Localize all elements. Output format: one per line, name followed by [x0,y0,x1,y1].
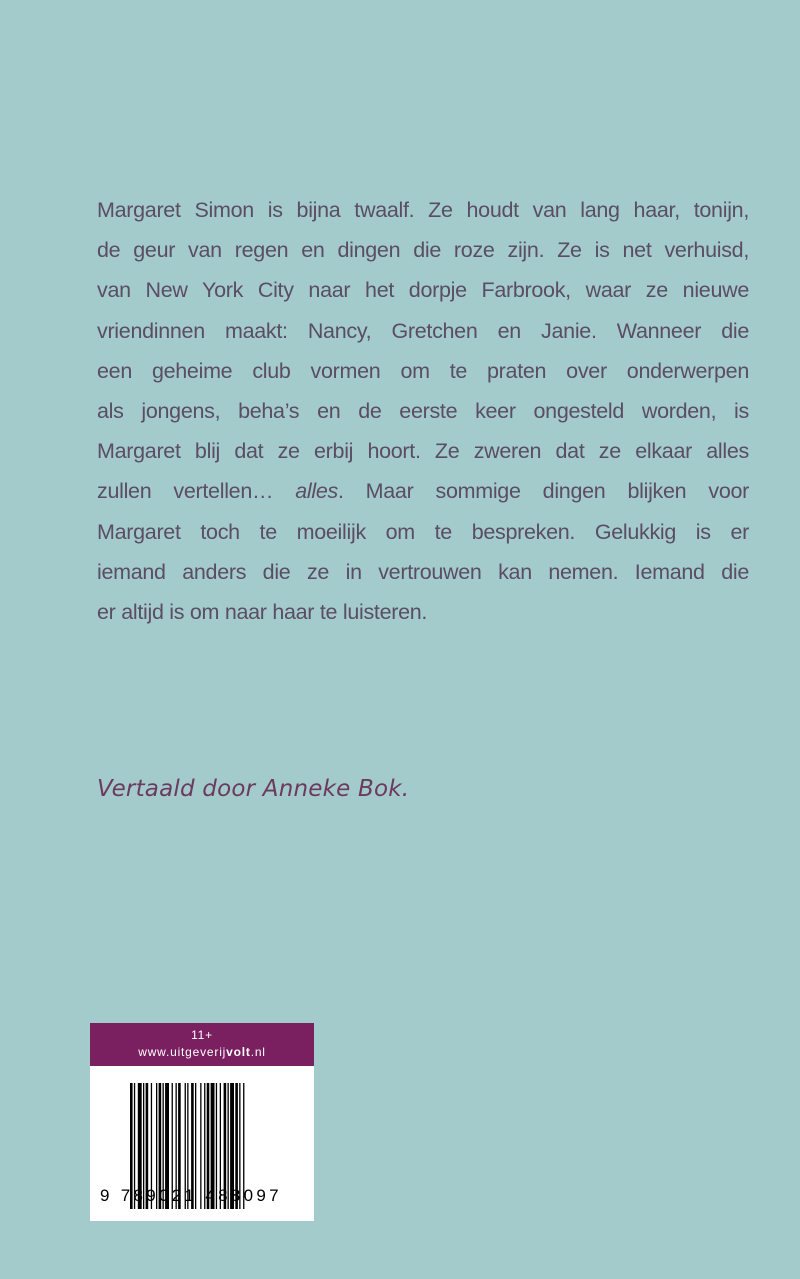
url-part: www.uitgeverij [138,1045,227,1059]
blurb-emphasis: alles [295,479,338,504]
publisher-url [90,1044,314,1061]
url-part: volt [226,1045,251,1059]
blurb-line: vriendinnen maakt: Nancy, Gretchen en Janie. Wanneer die [97,318,749,343]
blurb-line: Margaret toch te moeilijk om te bespreken. Gelukkig is er [97,519,749,544]
blurb-line: iemand anders die ze in vertrouwen kan nemen. Iemand die [97,559,749,584]
blurb-line: Margaret blij dat ze erbij hoort. Ze zweren dat ze elkaar alles [97,439,749,464]
barcode-label [90,1023,314,1221]
isbn-number: 9 789021 488097 [100,1186,282,1205]
blurb-line: er altijd is om naar haar te luisteren. [97,599,428,624]
blurb-line: van New York City naar het dorpje Farbrook, waar ze nieuwe [97,278,749,303]
blurb-line [97,471,749,511]
blurb-text-part: zullen vertellen… [97,479,296,504]
blurb-line: als jongens, beha’s en de eerste keer ongesteld worden, is [97,398,749,423]
blurb-text [97,190,749,632]
publisher-band [90,1023,314,1066]
blurb-line: een geheime club vormen om te praten over onderwerpen [97,358,749,383]
url-part: .nl [250,1045,266,1059]
translator-credit: Vertaald door Anneke Bok. [97,776,410,802]
age-rating: 11+ [191,1028,213,1042]
blurb-line: de geur van regen en dingen die roze zijn. Ze is net verhuisd, [97,238,749,263]
blurb-line: Margaret Simon is bijna twaalf. Ze houdt van lang haar, tonijn, [97,198,749,222]
blurb-text-part: . Maar sommige dingen blijken voor [337,479,749,504]
